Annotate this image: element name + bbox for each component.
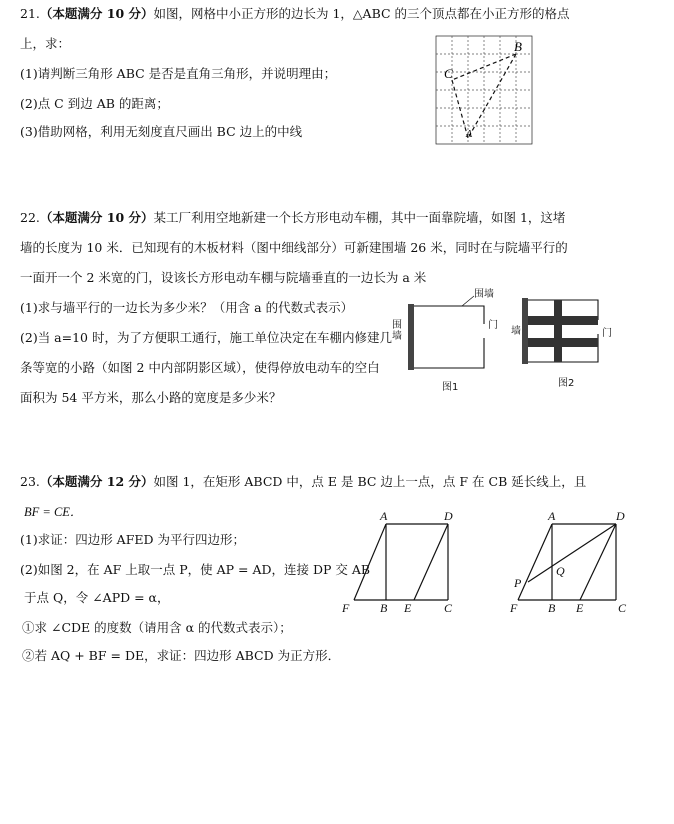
q23-part2-line1: (2)如图 2，在 AF 上取一点 P，使 AP = AD，连接 DP 交 AB	[20, 562, 371, 577]
q22-number: 22.	[20, 210, 40, 225]
q22-part2-line1: (2)当 a=10 时，为了方便职工通行，施工单位决定在车棚内修建几	[20, 330, 392, 345]
q23-stem-line1	[20, 474, 586, 490]
q22-fig1-label-wall: 围墙	[392, 320, 402, 342]
q23-fig2-label-e: E	[576, 601, 584, 615]
q22-stem-line1	[20, 210, 565, 226]
q23-part1: (1)求证：四边形 AFED 为平行四边形；	[20, 532, 246, 547]
q21-part2: (2)点 C 到边 AB 的距离；	[20, 96, 169, 111]
q22-fig1-wall	[408, 304, 414, 370]
q22-fig2-path-horizontal-2	[528, 338, 598, 347]
q23-fig2-label-d: D	[616, 509, 625, 523]
q23-fig2-label-p: P	[514, 576, 522, 590]
q22-fig1-fence-bottom	[414, 338, 484, 368]
q23-fig2-label-a: A	[548, 509, 556, 523]
q21-number: 21.	[20, 6, 40, 21]
q22-stem-line2: 墙的长度为 10 米．已知现有的木板材料（图中细线部分）可新建围墙 26 米，同时在与院墙平行的	[20, 240, 568, 255]
q22-fig2-label-wall: 墙	[511, 326, 521, 337]
q23-fig1-label-c: C	[444, 601, 453, 615]
q23-fig2-label-f: F	[510, 601, 518, 615]
q21-points: （本题满分 10 分）	[39, 6, 154, 21]
q23-fig1-label-f: F	[342, 601, 350, 615]
q22-points: （本题满分 10 分）	[39, 210, 154, 225]
q21-part1: (1)请判断三角形 ABC 是否是直角三角形，并说明理由；	[20, 66, 337, 81]
q21-stem-text1: 如图，网格中小正方形的边长为 1，△ABC 的三个顶点都在小正方形的格点	[153, 6, 570, 21]
q22-part2-line3: 面积为 54 平方米，那么小路的宽度是多少米？	[20, 390, 282, 405]
q23-part2-line2: 于点 Q，令 ∠APD = α，	[24, 590, 170, 605]
q23-fig1-label-a: A	[380, 509, 388, 523]
q23-fig1-side-de	[414, 524, 448, 600]
q22-part2-line2: 条等宽的小路（如图 2 中内部阴影区域），使得停放电动车的空白	[20, 360, 380, 375]
q23-part2-item1: ①求 ∠CDE 的度数（请用含 α 的代数式表示）；	[22, 620, 292, 635]
q22-fig2-caption: 图2	[558, 378, 575, 389]
q22-fig1-pointer	[462, 296, 474, 306]
q21-stem-line1	[20, 6, 570, 22]
q21-stem-line2: 上，求：	[20, 36, 71, 51]
q23-number: 23.	[20, 474, 40, 489]
q23-points: （本题满分 12 分）	[39, 474, 154, 489]
q22-fig2-path-horizontal-1	[528, 316, 598, 325]
q23-stem-line2: BF = CE．	[24, 505, 83, 519]
q21-side-ab	[468, 54, 516, 138]
q22-figure1	[404, 292, 514, 382]
q22-fig2-label-door: 门	[602, 328, 612, 339]
q21-grid-figure	[436, 36, 536, 146]
q23-figure2	[506, 510, 636, 620]
q23-fig2-side-af	[518, 524, 552, 600]
q22-fig2-path-vertical	[554, 300, 562, 362]
q21-label-b: B	[514, 39, 522, 54]
q23-part2-item2: ②若 AQ + BF = DE，求证：四边形 ABCD 为正方形．	[22, 648, 341, 663]
q22-fig1-fence-top	[414, 306, 484, 324]
q23-stem-text1: 如图 1，在矩形 ABCD 中，点 E 是 BC 边上一点，点 F 在 CB 延长线上，且	[153, 474, 587, 489]
q22-fig1-label-fence: 围墙	[474, 289, 494, 300]
q22-fig2-wall	[522, 298, 528, 364]
q22-fig1-label-door: 门	[488, 320, 498, 331]
q22-stem-text1: 某工厂利用空地新建一个长方形电动车棚，其中一面靠院墙，如图 1，这堵	[153, 210, 566, 225]
q23-fig1-label-d: D	[444, 509, 453, 523]
q22-part1: (1)求与墙平行的一边长为多少米？（用含 a 的代数式表示）	[20, 300, 354, 315]
q23-fig2-label-c: C	[618, 601, 627, 615]
q23-fig1-label-b: B	[380, 601, 388, 615]
q23-fig1-side-af	[354, 524, 386, 600]
q23-fig2-label-b: B	[548, 601, 556, 615]
q21-label-a: A	[466, 129, 473, 140]
q23-fig2-label-q: Q	[556, 564, 565, 578]
q22-fig1-caption: 图1	[442, 382, 459, 393]
q23-fig1-label-e: E	[404, 601, 412, 615]
q22-stem-line3: 一面开一个 2 米宽的门，设该长方形电动车棚与院墙垂直的一边长为 a 米	[20, 270, 427, 285]
q21-part3: (3)借助网格，利用无刻度直尺画出 BC 边上的中线	[20, 124, 303, 139]
q21-label-c: C	[444, 66, 453, 81]
